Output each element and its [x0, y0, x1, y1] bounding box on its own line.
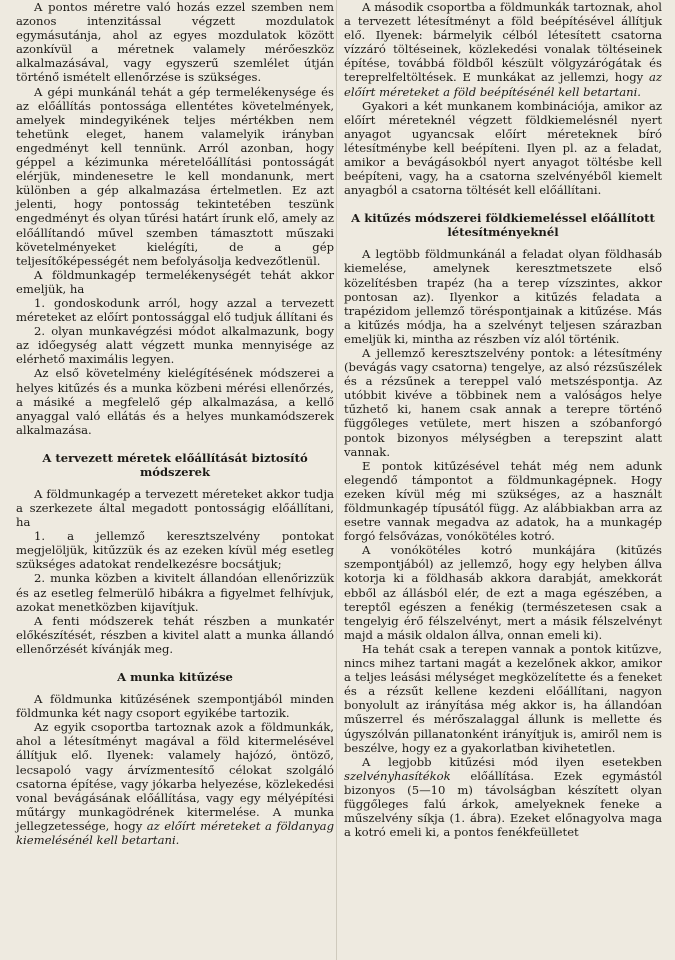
emphasis-text: az előírt méreteket a föld beépítésénél kell betartani.: [344, 70, 662, 99]
paragraph: [344, 755, 662, 840]
paragraph: Gyakori a két munkanem kombinációja, amikor az előírt méreteknél végzett földkiemelésnél nyert anyagot ugyancsak előírt méreteknek bíró létesítménybe kell beépíteni. Ilyen pl. az a feladat, amikor a bevágásokból nyert anyagot töltésbe kell beépíteni, vagy, ha a csatorna szelvényéből kiemelt anyagból a csatorna töltését kell előállítani.: [344, 98, 662, 198]
text-run: előállítása. Ezek egymástól bizonyos (5—10 m) távolságban készített olyan függőleges falú árkok, amelyeknek feneke a műszelvény síkja (1. ábra). Ezeket előnagyolva maga a kotró emeli ki, a pontos fenékfeülletet: [344, 768, 662, 840]
list-item: 1. gondoskodunk arról, hogy azzal a tervezett méreteket az előírt pontossággal elő tudjuk állítani és: [16, 295, 334, 325]
emphasis-text: szelvényhasítékok: [344, 768, 451, 783]
list-item: 2. munka közben a kivitelt állandóan ellenőrizzük és az esetleg felmerülő hibákra a figyelmet felhívjuk, azokat menetközben kijavítjuk.: [16, 571, 334, 614]
paragraph: E pontok kitűzésével tehát még nem adunk elegendő támpontot a földmunkagépnek. Hogy ezeken kívül még mi szükséges, az a használt földmunkagép típusától függ. Az alábbiakban arra az esetre vannak megadva az adatok, ha a munkagép forgó felsővázas, vonókötéles kotró.: [344, 458, 662, 544]
paragraph: A fenti módszerek tehát részben a munkatér előkészítését, részben a kivitel alatt a munka állandó ellenőrzését kívánják meg.: [16, 613, 334, 656]
text-run: A legjobb kitűzési mód ilyen esetekben: [362, 754, 662, 769]
paragraph: A jellemző keresztszelvény pontok: a létesítmény (bevágás vagy csatorna) tengelye, az alsó rézsűszélek és a rézsűnek a tereppel való metszéspontja. Az utóbbit kivéve a többinek nem a valóságos helye tűzhető ki, hanem csak annak a terepre történő függőleges vetülete, mert hiszen a szóbanforgó pontok bizonyos mélységben a terepszint alatt vannak.: [344, 345, 662, 459]
emphasis-text: az előírt méreteket a földanyag kiemelésénél kell betartani.: [16, 818, 334, 847]
paragraph: A földmunkagép a tervezett méreteket akkor tudja a szerkezete által megadott pontosságig előállítani, ha: [16, 486, 334, 530]
section-heading: A munka kitűzése: [117, 670, 233, 685]
paragraph: A földmunkagép termelékenységét tehát akkor emeljük, ha: [16, 267, 334, 296]
column-divider: [336, 0, 337, 960]
paragraph: [344, 0, 662, 99]
paragraph: A gépi munkánál tehát a gép termelékenysége és az előállítás pontossága ellentétes követelmények, amelyek mindegyikének teljes mértékben nem tehetünk eleget, hanem valamelyik irányban engedményt kell tennünk. Arról azonban, hogy géppel a kézimunka méretelőállítási pontosságát elérjük, mindenesetre le kell mondanunk, mert különben a gép alkalmazása értelmetlen. Ez azt jelenti, hogy pontosság tekintetében teszünk engedményt és olyan tűrési határt írunk elő, amely az előállítandó művel szemben támasztott műszaki követelményeket kielégíti, de a gép teljesítőképességét nem befolyásolja kedvezőtlenül.: [16, 84, 334, 268]
paragraph: A legtöbb földmunkánál a feladat olyan földhasáb kiemelése, amelynek keresztmetszete első közelítésben trapéz (ha a terep vízszintes, akkor pontosan az). Ilyenkor a kitűzés feladata a trapézidom jellemző töréspontjainak a kitűzése. Más a kitűzés módja, ha a szelvényt teljesen szárazban emeljük ki, mintha az részben víz alól történik.: [344, 247, 662, 346]
paragraph: A földmunka kitűzésének szempontjából minden földmunka két nagy csoport egyikébe tartozik.: [16, 692, 334, 721]
text-run: Az egyik csoportba tartoznak azok a földmunkák, ahol a létesítményt magával a föld kitermelésével állítjuk elő. Ilyenek: valamely hajózó, öntöző, lecsapoló vagy árvízmentesítő célokat szolgáló csatorna építése, vagy jókarba helyezése, közlekedési vonal bevágásának előállítása, vagy egy mélyépítési műtárgy munkagödrének kitermelése. A munka jellegzetessége, hogy: [16, 720, 334, 833]
list-item: 1. a jellemző keresztszelvény pontokat megjelöljük, kitűzzük és az ezeken kívül még esetleg szükséges adatokat rendelkezésre bocsátjuk;: [16, 529, 334, 572]
right-column: [344, 0, 662, 839]
list-item: 2. olyan munkavégzési módot alkalmazunk, bogy az időegység alatt végzett munka mennyisége az elérhető maximális legyen.: [16, 324, 334, 367]
paragraph: [16, 720, 334, 847]
paragraph: A pontos méretre való hozás ezzel szemben nem azonos intenzitással végzett mozdulatok egymásutánja, ahol az egyes mozdulatok között azonkívül a méretnek valamely mérőeszköz alkalmazásával, vagy egyszerű szemlélet útján történő ismételt ellenőrzése is szükséges.: [16, 0, 334, 85]
section-heading: A tervezett méretek előállítását biztosító módszerek: [42, 450, 308, 479]
left-column: [16, 0, 334, 847]
text-run: A második csoportba a földmunkák tartoznak, ahol a tervezett létesítményt a föld beépítésével állítjuk elő. Ilyenek: bármelyik célból létesített csatorna vízzáró töltéseinek, közlekedési vonalak töltéseinek építése, továbbá földből készült völgyzárógátak és tereprelfeltöltések. E munkákat az jellemzi, hogy: [344, 0, 662, 85]
paragraph: Ha tehát csak a terepen vannak a pontok kitűzve, nincs mihez tartani magát a kezelőnek akkor, amikor a teljes leásási mélységet megközelítette és a feneket és a rézsűt kellene kezdeni előállítani, nagyon bonyolult az irányítása még akkor is, ha állandóan műszerrel és mérőszalaggal állunk is mellette és úgyszólván pillanatonként irányítjuk is, amiről nem is beszélve, hogy ez a gyakorlatban kivihetetlen.: [344, 641, 662, 755]
paragraph: A vonókötéles kotró munkájára (kitűzés szempontjából) az jellemző, hogy egy helyben állva kotorja ki a földhasáb akkora darabját, amekkorát ebből az állásból elér, de ezt a maga egészében, a tereptől egészen a fenékig (természetesen csak a tengelyig érő félszelvényt, mert a másik félszelvényt majd a másik oldalon állva, onnan emeli ki).: [344, 543, 662, 642]
section-heading: A kitűzés módszerei földkiemeléssel előállított létesítményeknél: [351, 211, 655, 240]
paragraph: Az első követelmény kielégítésének módszerei a helyes kitűzés és a munka közbeni mérési ellenőrzés, a másiké a megfelelő gép alkalmazása, a kellő anyaggal való ellátás és a helyes munkamódszerek alkalmazása.: [16, 366, 334, 437]
